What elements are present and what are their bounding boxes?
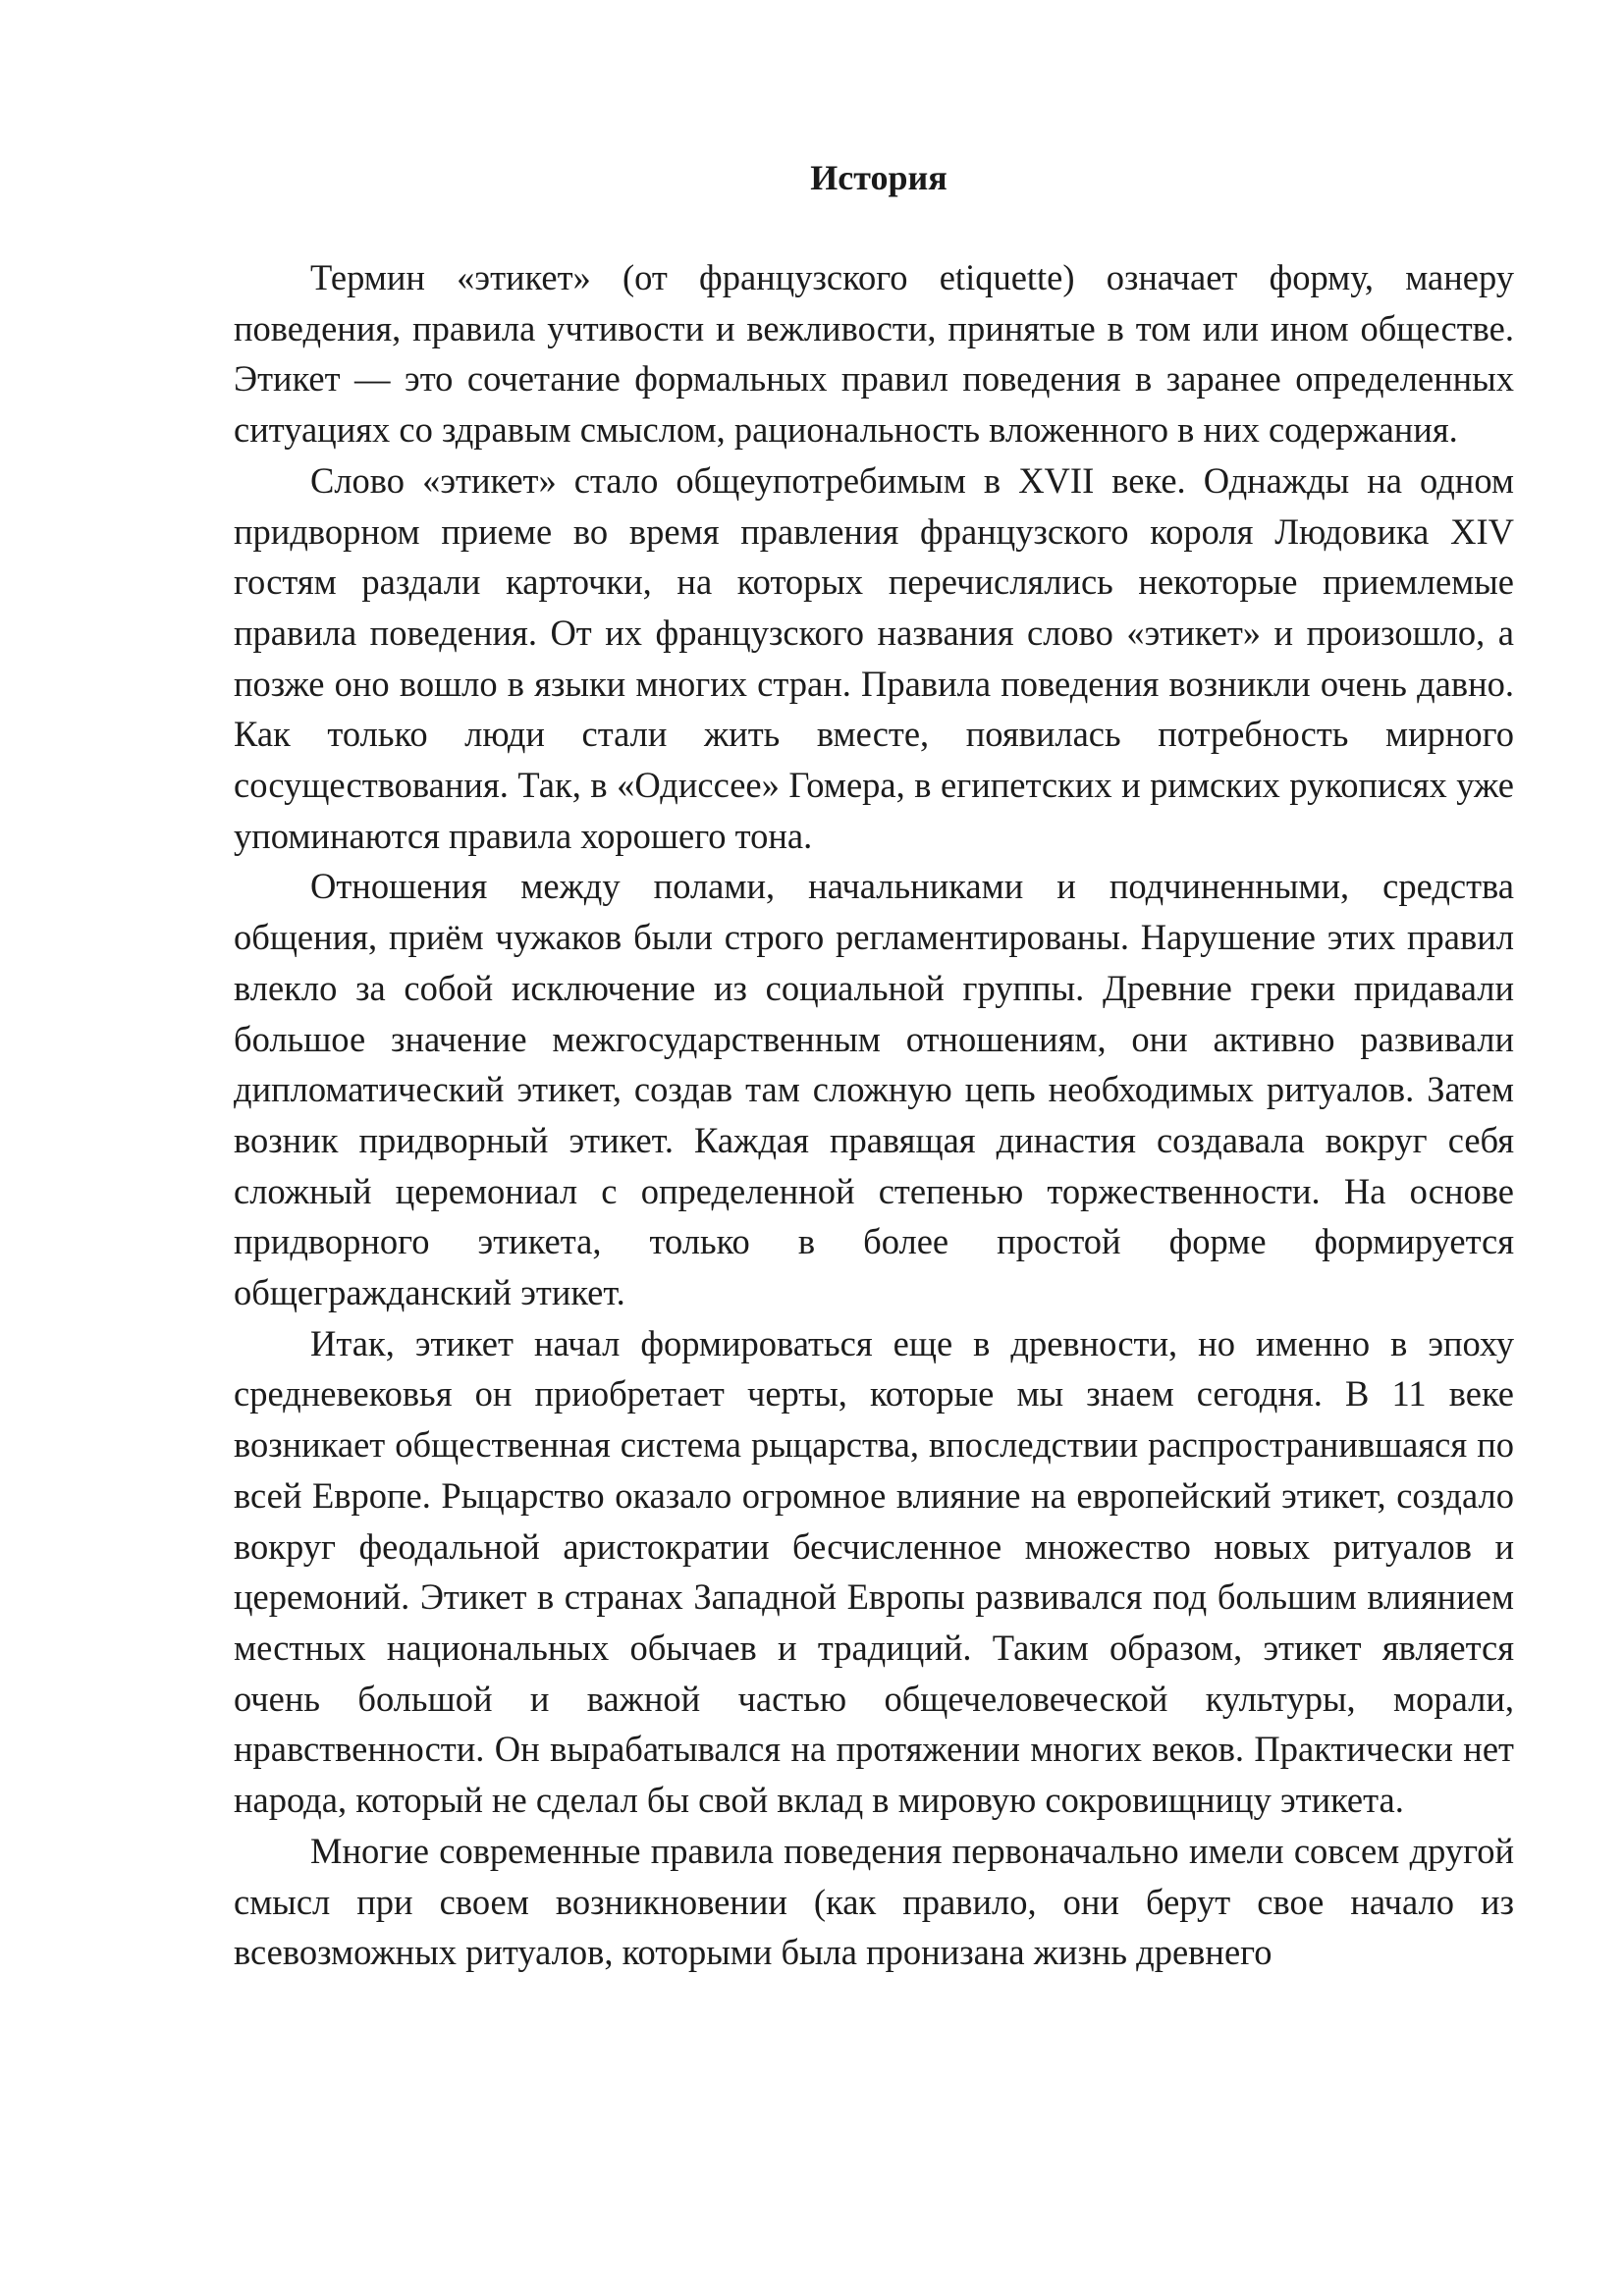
- document-body: [234, 252, 1514, 1978]
- paragraph-modern-rules: Многие современные правила поведения первоначально имели совсем другой смысл при своем возникновении (как правило, они берут свое начало из всевозможных ритуалов, которыми была пронизана жизнь древнего: [234, 1830, 1514, 1973]
- paragraph-middle-ages: Итак, этикет начал формироваться еще в древности, но именно в эпоху средневековья он приобретает черты, которые мы знаем сегодня. В 11 веке возникает общественная система рыцарства, впоследствии распространившаяся по всей Европе. Рыцарство оказало огромное влияние на европейский этикет, создало вокруг феодальной аристократии бесчисленное множество новых ритуалов и церемоний. Этикет в странах Западной Европы развивался под большим влиянием местных национальных обычаев и традиций. Таким образом, этикет является очень большой и важной частью общечеловеческой культуры, морали, нравственности. Он вырабатывался на протяжении многих веков. Практически нет народа, который не сделал бы свой вклад в мировую сокровищницу этикета.: [234, 1322, 1514, 1821]
- paragraph-ancient-regulations: Отношения между полами, начальниками и подчиненными, средства общения, приём чужаков были строго регламентированы. Нарушение этих правил влекло за собой исключение из социальной группы. Древние греки придавали большое значение межгосударственным отношениям, они активно развивали дипломатический этикет, создав там сложную цепь необходимых ритуалов. Затем возник придворный этикет. Каждая правящая династия создавала вокруг себя сложный церемониал с определенной степенью торжественности. На основе придворного этикета, только в более простой форме формируется общегражданский этикет.: [234, 866, 1514, 1313]
- document-title: История: [810, 158, 947, 197]
- paragraph-word-origin: Слово «этикет» стало общеупотребимым в XVII веке. Однажды на одном придворном приеме во время правления французского короля Людовика XIV гостям раздали карточки, на которых перечислялись некоторые приемлемые правила поведения. От их французского названия слово «этикет» и произошло, а позже оно вошло в языки многих стран. Правила поведения возникли очень давно. Как только люди стали жить вместе, появилась потребность мирного сосуществования. Так, в «Одиссее» Гомера, в египетских и римских рукописях уже упоминаются правила хорошего тона.: [234, 459, 1514, 856]
- paragraph-etiquette-definition: Термин «этикет» (от французского etiquette) означает форму, манеру поведения, правила учтивости и вежливости, принятые в том или ином обществе. Этикет — это сочетание формальных правил поведения в заранее определенных ситуациях со здравым смыслом, рациональность вложенного в них содержания.: [234, 257, 1514, 451]
